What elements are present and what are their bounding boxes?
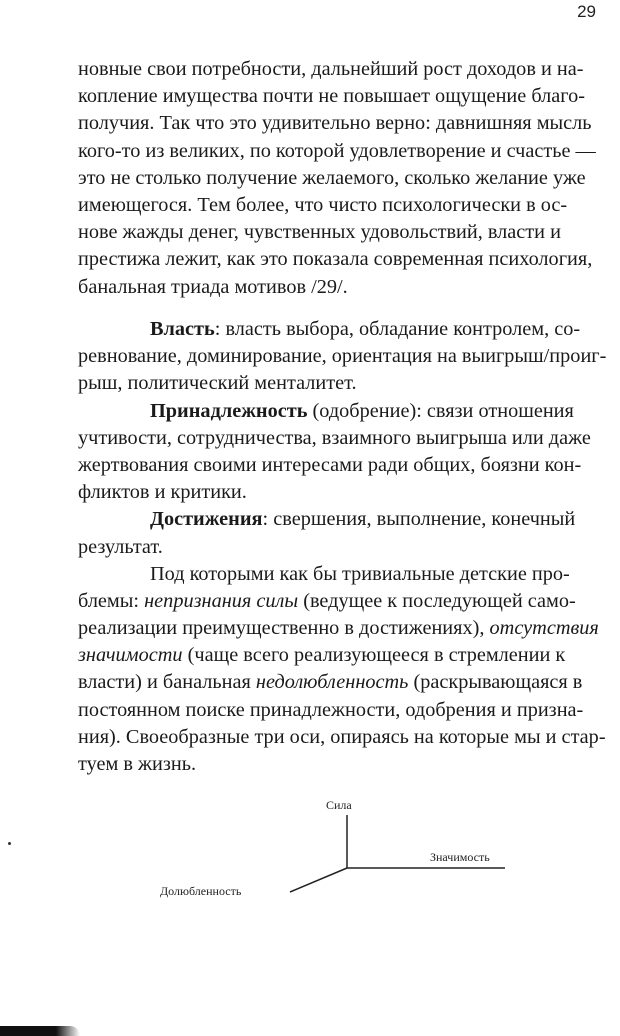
text-line: престижа лежит, как это показала современная психология, bbox=[78, 248, 593, 271]
text-line bbox=[78, 669, 616, 696]
power-term: Власть bbox=[150, 318, 215, 340]
text-line: получия. Так что это удивительно верно: давнишняя мысль bbox=[78, 112, 592, 135]
text-line: кого-то из великих, по которой удовлетворение и счастье — bbox=[78, 139, 596, 162]
text-line: нове жажды денег, чувственных удовольствий, власти и bbox=[78, 221, 561, 244]
text-fragment: власти) и банальная bbox=[78, 671, 256, 694]
text-line: это не столько получение желаемого, сколько желание уже bbox=[78, 166, 586, 189]
text-line: ревнование, доминирование, ориентация на выигрыш/проиг- bbox=[78, 345, 607, 368]
page-number: 29 bbox=[577, 2, 596, 21]
scan-edge-mark bbox=[0, 1026, 80, 1036]
belonging-definition bbox=[78, 398, 616, 425]
text-fragment: (чаще всего реализующееся в стремлении к bbox=[182, 644, 566, 667]
text-line: фликтов и критики. bbox=[78, 481, 247, 504]
text-fragment: блемы: bbox=[78, 589, 145, 612]
text-line: ния). Своеобразные три оси, опираясь на которые мы и стар- bbox=[78, 725, 606, 748]
text-line: учтивости, сотрудничества, взаимного выигрыша или даже bbox=[78, 426, 591, 449]
achievement-text: : свершения, выполнение, конечный bbox=[262, 508, 576, 531]
text-fragment: (раскрывающаяся в bbox=[408, 671, 583, 694]
text-line: результат. bbox=[78, 535, 163, 558]
text-line bbox=[78, 615, 616, 642]
power-text: : власть выбора, обладание контролем, со- bbox=[214, 318, 581, 340]
axis-love bbox=[290, 868, 347, 892]
text-line bbox=[78, 588, 616, 615]
text-fragment: реализации преимущественно в достижениях), bbox=[78, 617, 490, 640]
scan-speck bbox=[8, 842, 11, 845]
text-line: новные свои потребности, дальнейший рост доходов и на- bbox=[78, 58, 584, 80]
axis-label-love: Долюбленность bbox=[160, 884, 242, 898]
italic-term: непризнания силы bbox=[144, 589, 299, 612]
paragraph-intro bbox=[78, 56, 616, 301]
belonging-term: Принадлежность bbox=[150, 399, 308, 422]
text-line: туем в жизнь. bbox=[78, 753, 197, 775]
text-line: копление имущества почти не повышает ощущение благо- bbox=[78, 85, 585, 108]
axis-label-power: Сила bbox=[326, 798, 352, 812]
italic-term: значимости bbox=[78, 644, 183, 667]
achievement-term: Достижения bbox=[150, 508, 263, 531]
text-fragment: (ведущее к последующей само- bbox=[298, 589, 576, 612]
text-line: жертвования своими интересами ради общих, боязни кон- bbox=[78, 453, 582, 476]
text-line: рыш, политический менталитет. bbox=[78, 372, 357, 395]
text-line: постоянном поиске принадлежности, одобрения и призна- bbox=[78, 698, 584, 721]
belonging-text: (одобрение): связи отношения bbox=[307, 399, 574, 422]
italic-term: отсутствия bbox=[489, 617, 599, 640]
italic-term: недолюбленность bbox=[255, 671, 409, 694]
power-definition bbox=[78, 316, 616, 343]
text-line: Под которыми как бы тривиальные детские про- bbox=[150, 562, 570, 585]
text-line: имеющегося. Тем более, что чисто психологически в ос- bbox=[78, 193, 568, 216]
axis-label-significance: Значимость bbox=[430, 850, 490, 864]
achievement-definition bbox=[78, 506, 616, 533]
text-line bbox=[78, 642, 616, 669]
motives-list bbox=[78, 316, 616, 778]
text-line: банальная триада мотивов /29/. bbox=[78, 275, 348, 298]
